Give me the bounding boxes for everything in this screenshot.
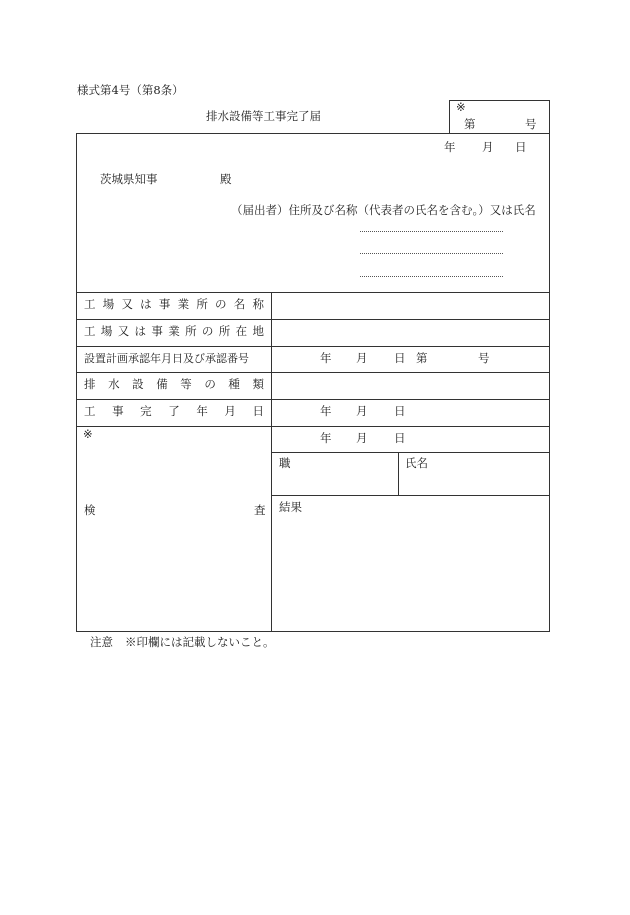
document-title: 排水設備等工事完了届 [206,109,321,123]
inspection-label-sa: 査 [254,503,266,517]
plan-approval-month: 月 [356,351,368,365]
label-facility-type: 排 水 設 備 等 の 種 類 [84,377,264,391]
addressee-governor: 茨城県知事 [100,172,158,186]
label-factory-name: 工 場 又 は 事 業 所 の 名 称 [84,297,264,311]
applicant-line-1 [360,231,503,232]
form-number: 様式第4号（第8条） [77,83,184,97]
note-text: ※印欄には記載しないこと。 [125,635,275,649]
row-divider [76,319,550,320]
position-name-divider [398,452,399,495]
label-plan-approval: 設置計画承認年月日及び承認番号 [84,352,249,365]
completion-month: 月 [356,404,368,418]
inspection-result-label: 結果 [279,500,302,514]
applicant-line-3 [360,276,503,277]
inspection-date-divider [271,452,550,453]
plan-approval-dai: 第 [416,351,428,365]
row-divider [76,346,550,347]
label-column-divider [271,292,272,632]
submission-date-month: 月 [482,140,494,154]
plan-approval-go: 号 [478,351,490,365]
applicant-line-2 [360,253,503,254]
row-divider [76,372,550,373]
submission-date-year: 年 [444,140,456,154]
row-divider [76,399,550,400]
submission-date-day: 日 [515,140,527,154]
reference-go: 号 [525,117,537,131]
completion-day: 日 [394,404,406,418]
inspection-position-label: 職 [279,456,291,470]
label-completion-date: 工 事 完 了 年 月 日 [84,404,264,418]
inspection-date-day: 日 [394,431,406,445]
plan-approval-year: 年 [320,351,332,365]
label-factory-location: 工 場 又 は 事 業 所 の 所 在 地 [84,324,264,338]
row-divider [76,292,550,293]
completion-year: 年 [320,404,332,418]
plan-approval-day: 日 [394,351,406,365]
row-divider [76,426,550,427]
applicant-label: （届出者）住所及び名称（代表者の氏名を含む。）又は氏名 [231,203,536,217]
addressee-dono: 殿 [220,172,232,186]
note-label: 注意 [90,635,113,649]
inspection-result-divider [271,495,550,496]
reference-dai: 第 [464,117,476,131]
inspection-date-year: 年 [320,431,332,445]
reference-mark: ※ [456,100,466,114]
inspection-name-label: 氏名 [405,456,428,470]
inspection-date-month: 月 [356,431,368,445]
inspection-label-ken: 検 [84,503,96,517]
inspection-mark: ※ [83,427,93,441]
